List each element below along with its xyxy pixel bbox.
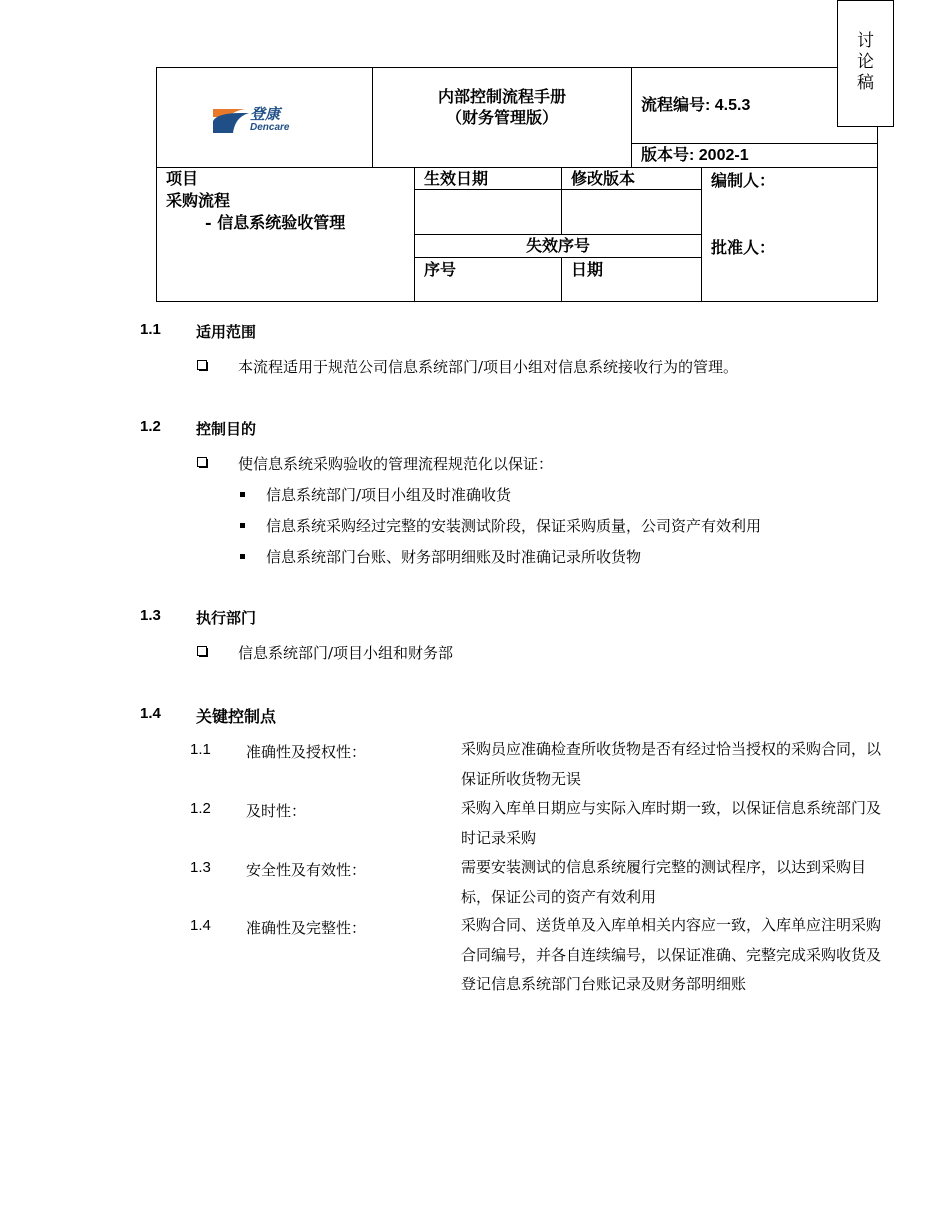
checkbox-bullet-icon [197, 646, 207, 656]
table-border [877, 127, 878, 302]
section-number: 1.2 [140, 418, 161, 435]
objective-subitem: 信息系统部门台账、财务部明细账及时准确记录所收货物 [266, 548, 642, 566]
section-title: 关键控制点 [196, 707, 277, 726]
invalid-seq-label: 失效序号 [525, 236, 590, 255]
section-number: 1.1 [140, 321, 161, 338]
control-point-label: 安全性及有效性： [246, 861, 367, 879]
project-label: 项目 [166, 169, 199, 188]
objective-item: 使信息系统采购验收的管理流程规范化以保证： [238, 455, 554, 473]
square-bullet-icon [240, 523, 245, 528]
revision-version-label: 修改版本 [571, 169, 636, 188]
logo-text: 登康 [250, 106, 281, 123]
version-number: 版本号: 2002-1 [641, 147, 749, 164]
objective-subitem: 信息系统采购经过完整的安装测试阶段，保证采购质量，公司资产有效利用 [266, 517, 762, 535]
section-number: 1.3 [140, 607, 161, 624]
process-name: 采购流程 [166, 191, 231, 210]
control-point-number: 1.2 [190, 800, 211, 817]
objective-subitem: 信息系统部门/项目小组及时准确收货 [266, 486, 512, 504]
header-table [156, 67, 878, 302]
control-point-label: 及时性： [246, 802, 307, 820]
process-number: 流程编号: 4.5.3 [641, 97, 751, 114]
section-title: 控制目的 [196, 420, 257, 438]
table-border [156, 67, 157, 302]
department-item: 信息系统部门/项目小组和财务部 [238, 644, 454, 662]
section-title: 执行部门 [196, 609, 257, 627]
control-point-number: 1.1 [190, 741, 211, 758]
control-point-desc: 采购入库单日期应与实际入库时期一致，以保证信息系统部门及时记录采购 [461, 799, 882, 847]
effective-date-label: 生效日期 [424, 169, 489, 188]
scope-item: 本流程适用于规范公司信息系统部门/项目小组对信息系统接收行为的管理。 [238, 358, 739, 376]
checkbox-bullet-icon [197, 360, 207, 370]
square-bullet-icon [240, 492, 245, 497]
control-point-desc: 采购员应准确检查所收货物是否有经过恰当授权的采购合同，以保证所收货物无误 [461, 740, 882, 788]
control-point-label: 准确性及完整性： [246, 919, 367, 937]
control-point-number: 1.3 [190, 859, 211, 876]
stamp-char: 稿 [857, 73, 874, 93]
manual-title: 内部控制流程手册 [437, 87, 566, 106]
section-title: 适用范围 [196, 323, 257, 341]
table-border [156, 67, 838, 68]
table-divider [156, 167, 878, 168]
control-point-desc: 采购合同、送货单及入库单相关内容应一致，入库单应注明采购合同编号，并各自连续编号，以保证准确、完整完成采购收货及登记信息系统部门台账记录及财务部明细账 [461, 916, 882, 993]
logo-subtext: Dencare [250, 122, 290, 133]
control-point-desc: 需要安装测试的信息系统履行完整的测试程序，以达到采购目标，保证公司的资产有效利用 [461, 858, 867, 906]
stamp-char: 讨 [857, 31, 874, 51]
section-number: 1.4 [140, 705, 161, 722]
seq-no-label: 序号 [424, 260, 457, 279]
control-point-number: 1.4 [190, 917, 211, 934]
table-divider [631, 143, 878, 144]
process-sub: - 信息系统验收管理 [205, 213, 346, 232]
square-bullet-icon [240, 554, 245, 559]
checkbox-bullet-icon [197, 457, 207, 467]
manual-title-block [372, 86, 632, 128]
table-divider [561, 167, 562, 234]
date-label: 日期 [571, 260, 604, 279]
table-divider [414, 257, 702, 258]
manual-subtitle: （财务管理版） [445, 108, 558, 127]
stamp-char: 论 [857, 52, 874, 72]
table-border [156, 301, 878, 302]
control-point-label: 准确性及授权性： [246, 743, 367, 761]
approver-label: 批准人： [711, 238, 776, 257]
dencare-logo [211, 103, 306, 137]
table-divider [561, 257, 562, 302]
compiler-label: 编制人： [711, 171, 776, 190]
